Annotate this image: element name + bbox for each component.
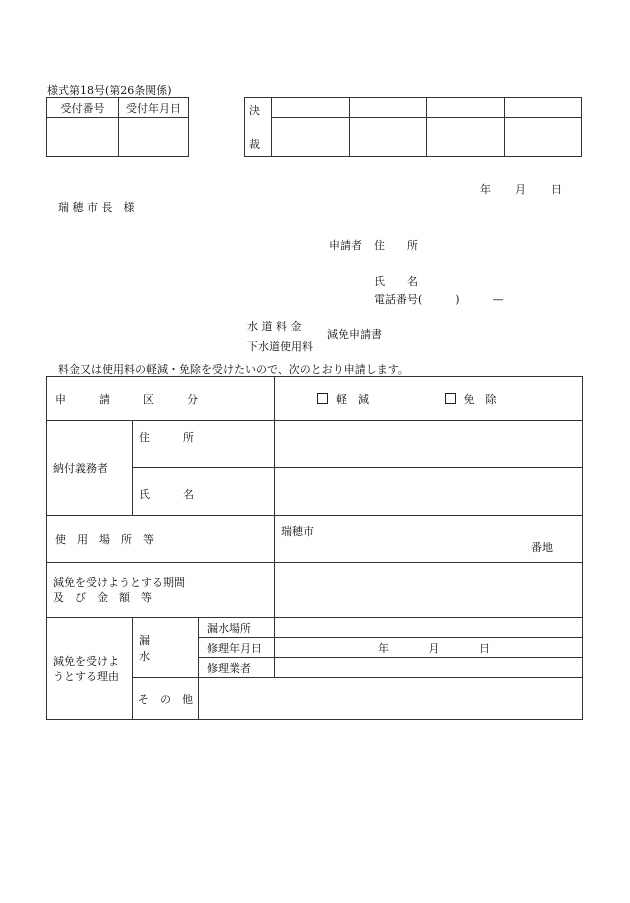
- payer-name-field[interactable]: [275, 468, 583, 516]
- category-option-reduction[interactable]: [317, 391, 369, 407]
- reason-label-cell: [47, 618, 133, 720]
- approval-stamp-2[interactable]: [349, 118, 427, 157]
- approval-stamp-3[interactable]: [427, 118, 505, 157]
- date-year-label: 年: [480, 183, 491, 196]
- approval-stamp-header-1[interactable]: [272, 98, 350, 118]
- period-label-line1: 減免を受けようとする期間: [53, 576, 185, 589]
- location-city: 瑞穂市: [281, 525, 314, 538]
- applicant-address-label: 住 所: [374, 239, 418, 252]
- payer-name-label: 氏 名: [139, 488, 194, 501]
- payer-address-label-cell: [133, 421, 275, 468]
- leak-label-cell: [133, 618, 199, 678]
- other-label: そ の 他: [138, 692, 193, 706]
- category-option-exemption[interactable]: [445, 391, 497, 407]
- approval-label-top: 決: [249, 104, 260, 117]
- repair-contractor-label: 修理業者: [199, 658, 275, 678]
- payer-label: 納付義務者: [53, 462, 108, 475]
- checkbox-exemption[interactable]: [445, 393, 456, 404]
- repair-date-label: 修理年月日: [199, 638, 275, 658]
- intro-text: 料金又は使用料の軽減・免除を受けたいので、次のとおり申請します。: [58, 363, 409, 376]
- approval-label: [245, 98, 272, 157]
- addressee: 瑞 穂 市 長 様: [58, 201, 135, 214]
- option-reduction-label: 軽 減: [336, 392, 369, 406]
- location-field[interactable]: [275, 516, 583, 563]
- category-label-cell: [47, 377, 275, 421]
- approval-stamp-header-2[interactable]: [349, 98, 427, 118]
- repair-date-field[interactable]: [275, 638, 583, 658]
- title-suffix: 減免申請書: [327, 328, 382, 341]
- applicant-name-label: 氏 名: [374, 275, 418, 288]
- period-field[interactable]: [275, 563, 583, 618]
- applicant-phone-label: 電話番号( ) —: [374, 293, 504, 306]
- leak-location-label: 漏水場所: [199, 618, 275, 638]
- repair-date-day: 日: [479, 641, 490, 655]
- approval-box: [244, 97, 582, 157]
- reception-number-label: 受付番号: [47, 98, 119, 118]
- period-label-line2: 及 び 金 額 等: [53, 591, 152, 604]
- reason-label-line2: うとする理由: [53, 669, 119, 683]
- repair-date-month: 月: [428, 641, 440, 655]
- form-number: 様式第18号(第26条関係): [47, 84, 172, 97]
- payer-label-cell: [47, 421, 133, 516]
- checkbox-reduction[interactable]: [317, 393, 328, 404]
- reception-date-field[interactable]: [119, 118, 189, 157]
- payer-name-label-cell: [133, 468, 275, 516]
- approval-stamp-4[interactable]: [504, 118, 582, 157]
- approval-stamp-header-4[interactable]: [504, 98, 582, 118]
- approval-label-bottom: 裁: [249, 138, 260, 151]
- payer-address-label: 住 所: [139, 431, 194, 444]
- location-lot: 番地: [531, 541, 553, 554]
- other-field[interactable]: [199, 678, 583, 720]
- location-label-cell: [47, 516, 275, 563]
- payer-address-field[interactable]: [275, 421, 583, 468]
- reason-label-line1: 減免を受けよ: [53, 654, 119, 668]
- title-line-water: 水 道 料 金: [247, 320, 302, 333]
- option-exemption-label: 免 除: [463, 392, 497, 406]
- applicant-label: 申請者: [329, 239, 362, 252]
- reception-date-label: 受付年月日: [119, 98, 189, 118]
- repair-contractor-field[interactable]: [275, 658, 583, 678]
- approval-stamp-1[interactable]: [272, 118, 350, 157]
- category-options-cell: [275, 377, 583, 421]
- reception-number-field[interactable]: [47, 118, 119, 157]
- category-label: 申 請 区 分: [55, 392, 198, 406]
- reception-box: [46, 97, 189, 157]
- leak-label: 漏 水: [139, 633, 183, 663]
- application-table: [46, 376, 583, 720]
- leak-location-field[interactable]: [275, 618, 583, 638]
- repair-date-year: 年: [378, 641, 389, 655]
- date-month-label: 月: [515, 183, 526, 196]
- date-day-label: 日: [551, 183, 562, 196]
- title-line-sewer: 下水道使用料: [247, 340, 313, 353]
- other-label-cell: [133, 678, 199, 720]
- approval-stamp-header-3[interactable]: [427, 98, 505, 118]
- location-label: 使 用 場 所 等: [55, 533, 154, 546]
- period-label-cell: [47, 563, 275, 618]
